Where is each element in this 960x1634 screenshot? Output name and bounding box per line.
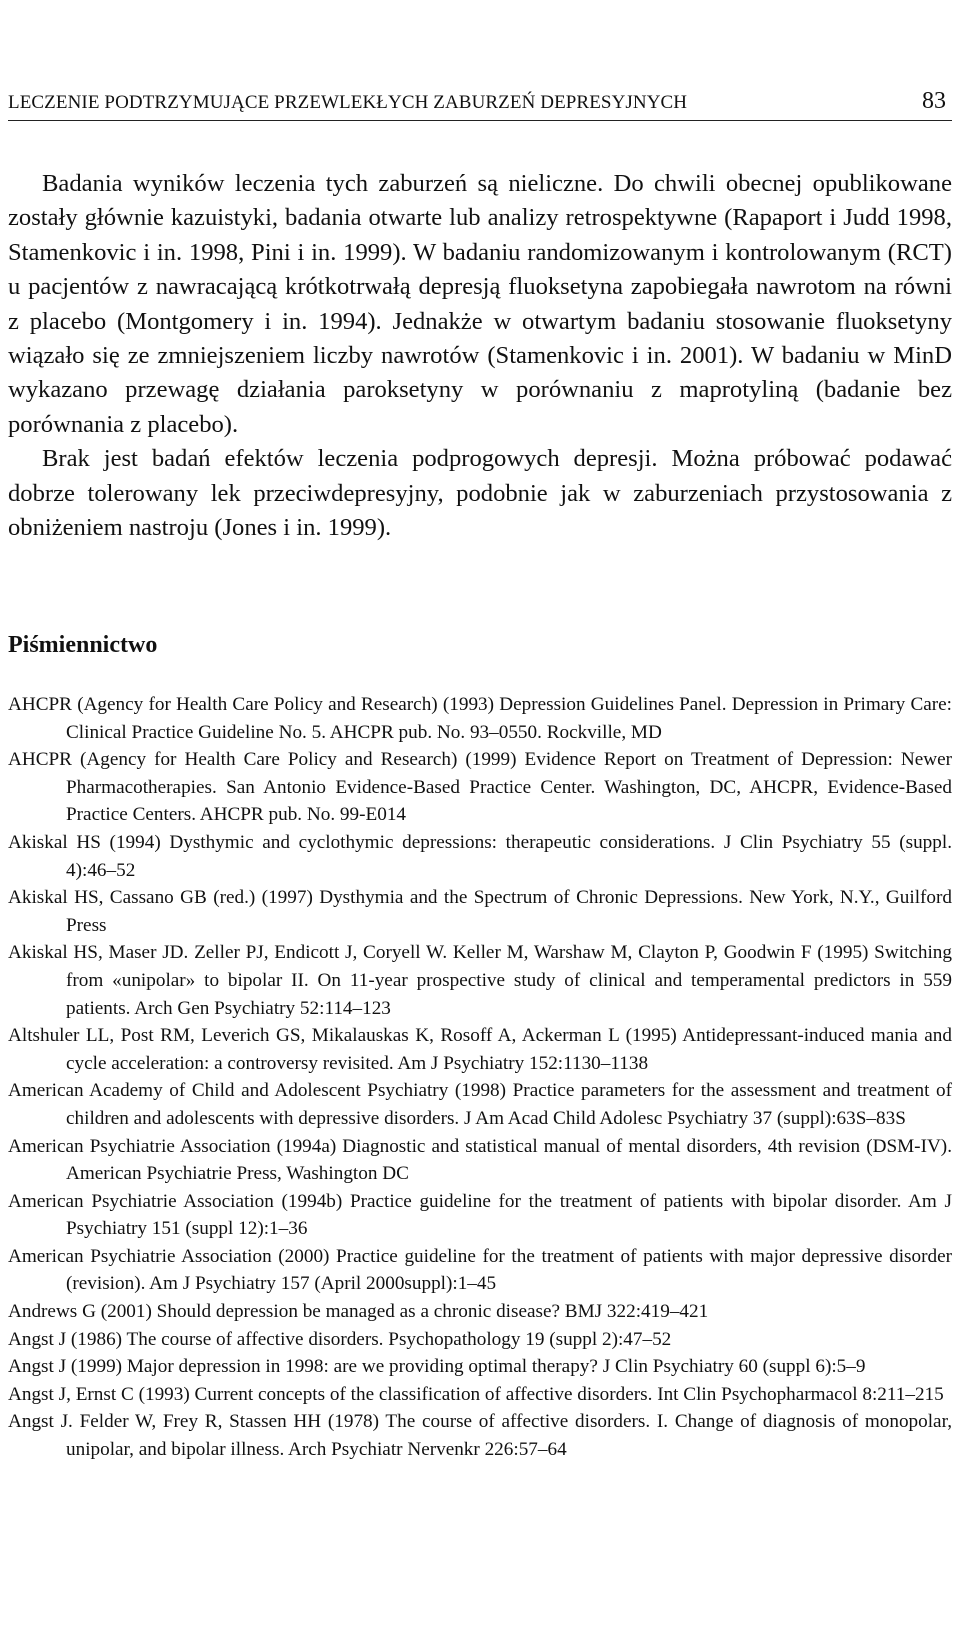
paragraph: Badania wyników leczenia tych zaburzeń są nieliczne. Do chwili obecnej opublikowane zostały głównie kazuistyki, badania otwarte lub analizy retrospektywne (Rapaport i Judd 1998, Stamenkovic i in. 1998, Pini i in. 1999). W badaniu randomizowanym i kontrolowanym (RCT) u pacjentów z nawracającą krótkotrwałą depresją fluoksetyna zapobiegała nawrotom na równi z placebo (Montgomery i in. 1994). Jednakże w otwartym badaniu stosowanie fluoksetyny wiązało się ze zmniejszeniem liczby nawrotów (Stamenkovic i in. 2001). W badaniu w MinD wykazano przewagę działania paroksetyny w porównaniu z maprotyliną (badanie bez porównania z placebo).: [8, 170, 952, 438]
reference-entry: Angst J (1999) Major depression in 1998: are we providing optimal therapy? J Clin Psychiatry 60 (suppl 6):5–9: [8, 1356, 866, 1378]
running-title: LECZENIE PODTRZYMUJĄCE PRZEWLEKŁYCH ZABURZEŃ DEPRESYJNYCH: [8, 92, 688, 113]
running-header: [8, 88, 952, 121]
reference-entry: Andrews G (2001) Should depression be managed as a chronic disease? BMJ 322:419–421: [8, 1301, 709, 1323]
reference-entry: Angst J. Felder W, Frey R, Stassen HH (1978) The course of affective disorders. I. Change of diagnosis of monopolar, unipolar, and bipolar illness. Arch Psychiatr Nervenkr 226:57–64: [8, 1411, 952, 1461]
paragraph: Brak jest badań efektów leczenia podprogowych depresji. Można próbować podawać dobrze tolerowany lek przeciwdepresyjny, podobnie jak w zaburzeniach przystosowania z obniżeniem nastroju (Jones i in. 1999).: [8, 445, 952, 542]
page-number: 83: [922, 88, 946, 114]
reference-list: [8, 691, 952, 1464]
reference-entry: Akiskal HS (1994) Dysthymic and cyclothymic depressions: therapeutic considerations. J Clin Psychiatry 55 (suppl. 4):46–52: [8, 831, 952, 881]
reference-entry: American Academy of Child and Adolescent Psychiatry (1998) Practice parameters for the assessment and treatment of children and adolescents with depressive disorders. J Am Acad Child Adolesc Psychiatry 37 (suppl):63S–83S: [8, 1080, 952, 1129]
reference-entry: Angst J (1986) The course of affective disorders. Psychopathology 19 (suppl 2):47–52: [8, 1328, 672, 1350]
reference-entry: AHCPR (Agency for Health Care Policy and Research) (1999) Evidence Report on Treatment of Depression: Newer Pharmacotherapies. San Antonio Evidence-Based Practice Center. Washington, DC, AHCPR, Evidence-Based Practice Centers. AHCPR pub. No. 99-E014: [8, 749, 952, 826]
reference-entry: Angst J, Ernst C (1993) Current concepts of the classification of affective disorders. Int Clin Psychopharmacol 8:211–215: [8, 1383, 944, 1405]
references-heading: Piśmiennictwo: [8, 632, 158, 658]
reference-entry: American Psychiatrie Association (1994b) Practice guideline for the treatment of patients with bipolar disorder. Am J Psychiatry 151 (suppl 12):1–36: [8, 1190, 952, 1240]
reference-entry: American Psychiatrie Association (1994a) Diagnostic and statistical manual of mental disorders, 4th revision (DSM-IV). American Psychiatrie Press, Washington DC: [8, 1135, 952, 1185]
reference-entry: Altshuler LL, Post RM, Leverich GS, Mikalauskas K, Rosoff A, Ackerman L (1995) Antidepressant-induced mania and cycle acceleration: a controversy revisited. Am J Psychiatry 152:1130–1138: [8, 1025, 952, 1074]
body-text: [8, 167, 952, 545]
reference-entry: Akiskal HS, Cassano GB (red.) (1997) Dysthymia and the Spectrum of Chronic Depressions. New York, N.Y., Guilford Press: [8, 887, 952, 936]
reference-entry: Akiskal HS, Maser JD. Zeller PJ, Endicott J, Coryell W. Keller M, Warshaw M, Clayton P, Goodwin F (1995) Switching from «unipolar» to bipolar II. On 11-year prospective study of clinical and temperamental predictors in 559 patients. Arch Gen Psychiatry 52:114–123: [8, 942, 952, 1019]
reference-entry: AHCPR (Agency for Health Care Policy and Research) (1993) Depression Guidelines Panel. Depression in Primary Care: Clinical Practice Guideline No. 5. AHCPR pub. No. 93–0550. Rockville, MD: [8, 694, 952, 743]
reference-entry: American Psychiatrie Association (2000) Practice guideline for the treatment of patients with major depressive disorder (revision). Am J Psychiatry 157 (April 2000suppl):1–45: [8, 1245, 952, 1295]
